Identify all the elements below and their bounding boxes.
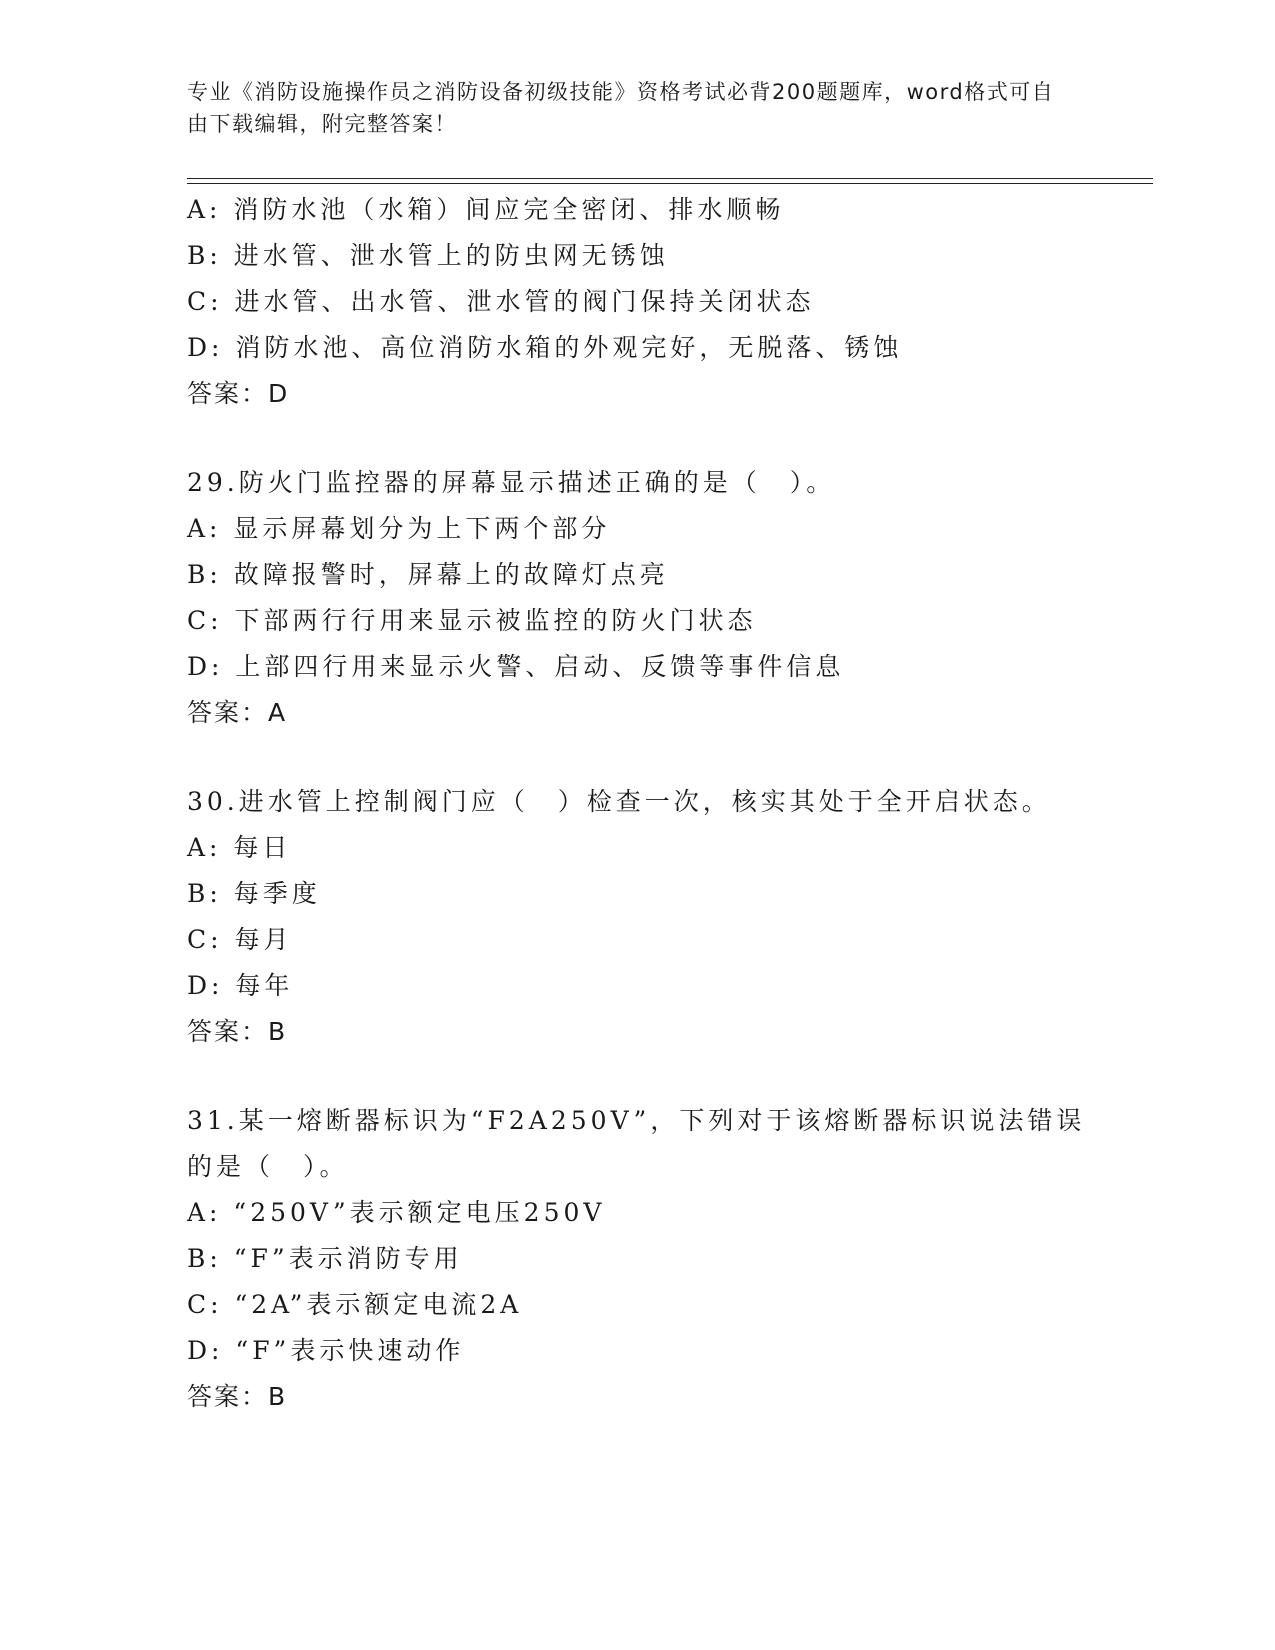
question-list [187, 187, 1087, 1420]
option-c: C: 每月 [187, 925, 293, 954]
option-a: A: 每日 [187, 833, 292, 862]
spacer [187, 1055, 1087, 1098]
question-stem-line-1: 31.某一熔断器标识为“F2A250V”，下列对于该熔断器标识说法错误 [187, 1106, 1086, 1135]
page-header: 专业《消防设施操作员之消防设备初级技能》资格考试必背200题题库，word格式可自由下载编辑，附完整答案！ [187, 80, 1055, 136]
spacer [187, 736, 1087, 779]
question-stem: 29.防火门监控器的屏幕显示描述正确的是（ ）。 [187, 468, 836, 497]
answer: 答案：B [187, 1382, 288, 1411]
option-a: A: 显示屏幕划分为上下两个部分 [187, 514, 611, 543]
question-28 [187, 187, 1087, 417]
answer: 答案：A [187, 698, 288, 727]
option-c: C: “2A”表示额定电流2A [187, 1290, 523, 1319]
question-30 [187, 779, 1087, 1055]
option-b: B: 进水管、泄水管上的防虫网无锈蚀 [187, 241, 669, 270]
answer: 答案：D [187, 379, 290, 408]
option-b: B: 故障报警时，屏幕上的故障灯点亮 [187, 560, 669, 589]
header-divider-top [187, 178, 1153, 179]
option-b: B: 每季度 [187, 879, 321, 908]
question-stem-line-2: 的是（ ）。 [187, 1152, 349, 1181]
option-c: C: 下部两行行用来显示被监控的防火门状态 [187, 606, 757, 635]
header-divider-bottom [187, 183, 1153, 184]
answer: 答案：B [187, 1017, 288, 1046]
option-d: D: “F”表示快速动作 [187, 1336, 465, 1365]
option-d: D: 消防水池、高位消防水箱的外观完好，无脱落、锈蚀 [187, 333, 903, 362]
spacer [187, 417, 1087, 460]
option-d: D: 上部四行用来显示火警、启动、反馈等事件信息 [187, 652, 845, 681]
question-stem: 30.进水管上控制阀门应（ ）检查一次，核实其处于全开启状态。 [187, 787, 1051, 816]
option-c: C: 进水管、出水管、泄水管的阀门保持关闭状态 [187, 287, 815, 316]
option-b: B: “F”表示消防专用 [187, 1244, 463, 1273]
question-31 [187, 1098, 1087, 1420]
option-a: A: 消防水池（水箱）间应完全密闭、排水顺畅 [187, 195, 785, 224]
question-29 [187, 460, 1087, 736]
option-d: D: 每年 [187, 971, 294, 1000]
option-a: A: “250V”表示额定电压250V [187, 1198, 606, 1227]
